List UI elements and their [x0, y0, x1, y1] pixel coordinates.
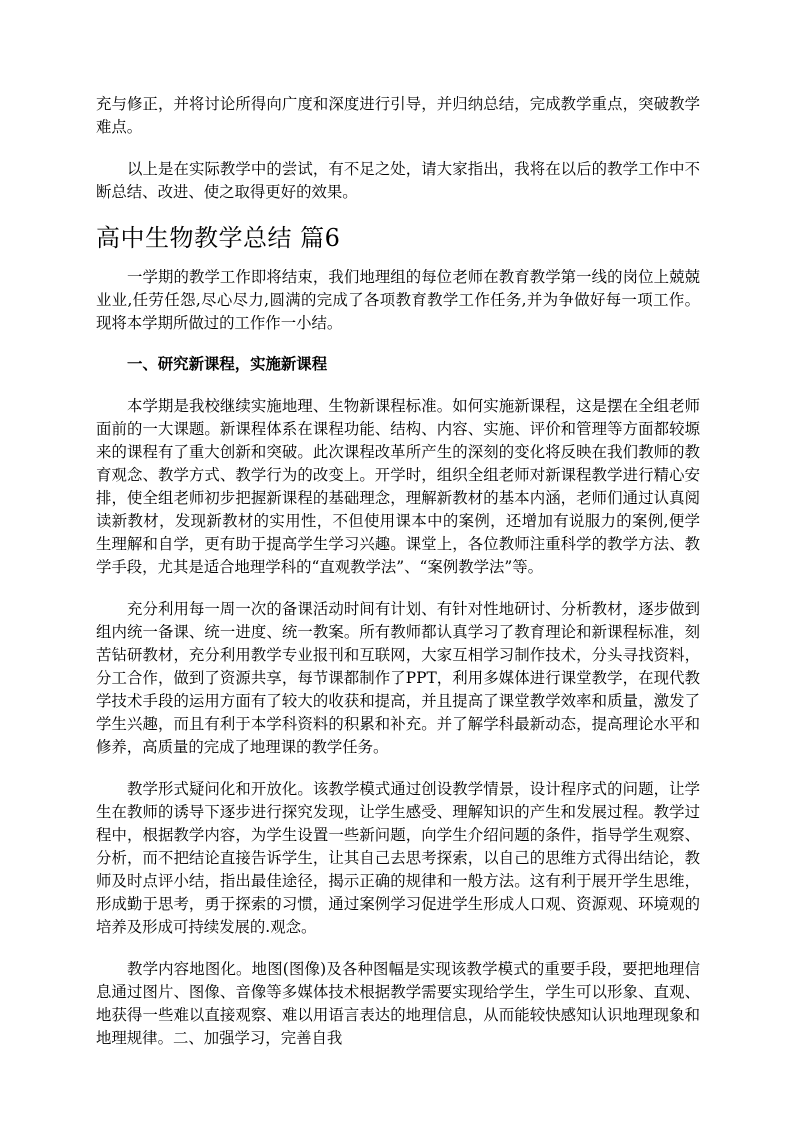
- paragraph-4: 教学形式疑问化和开放化。该教学模式通过创设教学情景，设计程序式的问题，让学生在教师的诱导下逐步进行探究发现，让学生感受、理解知识的产生和发展过程。教学过程中，根据教学内容，为学生设置一些新问题，向学生介绍问题的条件，指导学生观察、分析，而不把结论直接告诉学生，让其自己去思考探索，以自己的思维方式得出结论，教师及时点评小结，指出最佳途径，揭示正确的规律和一般方法。这有利于展开学生思维，形成勤于思考，勇于探索的习惯，通过案例学习促进学生形成人口观、资源观、环境观的培养及形成可持续发展的.观念。: [96, 780, 700, 936]
- section-title: 高中生物教学总结 篇6: [96, 224, 341, 252]
- paragraph-2: 本学期是我校继续实施地理、生物新课程标准。如何实施新课程，这是摆在全组老师面前的一大课题。新课程体系在课程功能、结构、内容、实施、评价和管理等方面都较塬来的课程有了重大创新和突破。此次课程改革所产生的深刻的变化将反映在我们教师的教育观念、教学方式、教学行为的改变上。开学时，组织全组老师对新课程教学进行精心安排，使全组老师初步把握新课程的基础理念，理解新教材的基本内涵，老师们通过认真阅读新教材，发现新教材的实用性，不但使用课本中的案例，还增加有说服力的案例,便学生理解和自学，更有助于提高学生学习兴趣。课堂上，各位教师注重科学的教学方法、教学手段，尤其是适合地理学科的“直观教学法”、“案例教学法”等。: [96, 397, 700, 576]
- document-page: [96, 93, 700, 1050]
- paragraph-intro-continued: 充与修正，并将讨论所得向广度和深度进行引导，并归纳总结，完成教学重点，突破教学难点。: [96, 95, 700, 136]
- paragraph-3: 充分利用每一周一次的备课活动时间有计划、有针对性地研讨、分析教材，逐步做到组内统一备课、统一进度、统一教案。所有教师都认真学习了教育理论和新课程标准，刻苦钻研教材，充分利用教学专业报刊和互联网，大家互相学习制作技术，分头寻找资料，分工合作，做到了资源共享，每节课都制作了PPT，利用多媒体进行课堂教学，在现代教学技术手段的运用方面有了较大的收获和提高，并且提高了课堂教学效率和质量，激发了学生兴趣，而且有利于本学科资料的积累和补充。并了解学科最新动态，提高理论水平和修养，高质量的完成了地理课的教学任务。: [96, 600, 700, 756]
- paragraph-1: 一学期的教学工作即将结束，我们地理组的每位老师在教育教学第一线的岗位上兢兢业业,任劳任怨,尽心尽力,圆满的完成了各项教育教学工作任务,并为争做好每一项工作。现将本学期所做过的工作作一小结。: [96, 268, 700, 332]
- paragraph-5: 教学内容地图化。地图(图像)及各种图幅是实现该教学模式的重要手段，要把地理信息通过图片、图像、音像等多媒体技术根据教学需要实现给学生，学生可以形象、直观、地获得一些难以直接观察、难以用语言表达的地理信息，从而能较快感知认识地理现象和地理规律。二、加强学习，完善自我: [96, 960, 700, 1047]
- subheading-1: 一、研究新课程，实施新课程: [127, 355, 328, 373]
- paragraph-intro-closing: 以上是在实际教学中的尝试，有不足之处，请大家指出，我将在以后的教学工作中不断总结、改进、使之取得更好的效果。: [96, 160, 700, 201]
